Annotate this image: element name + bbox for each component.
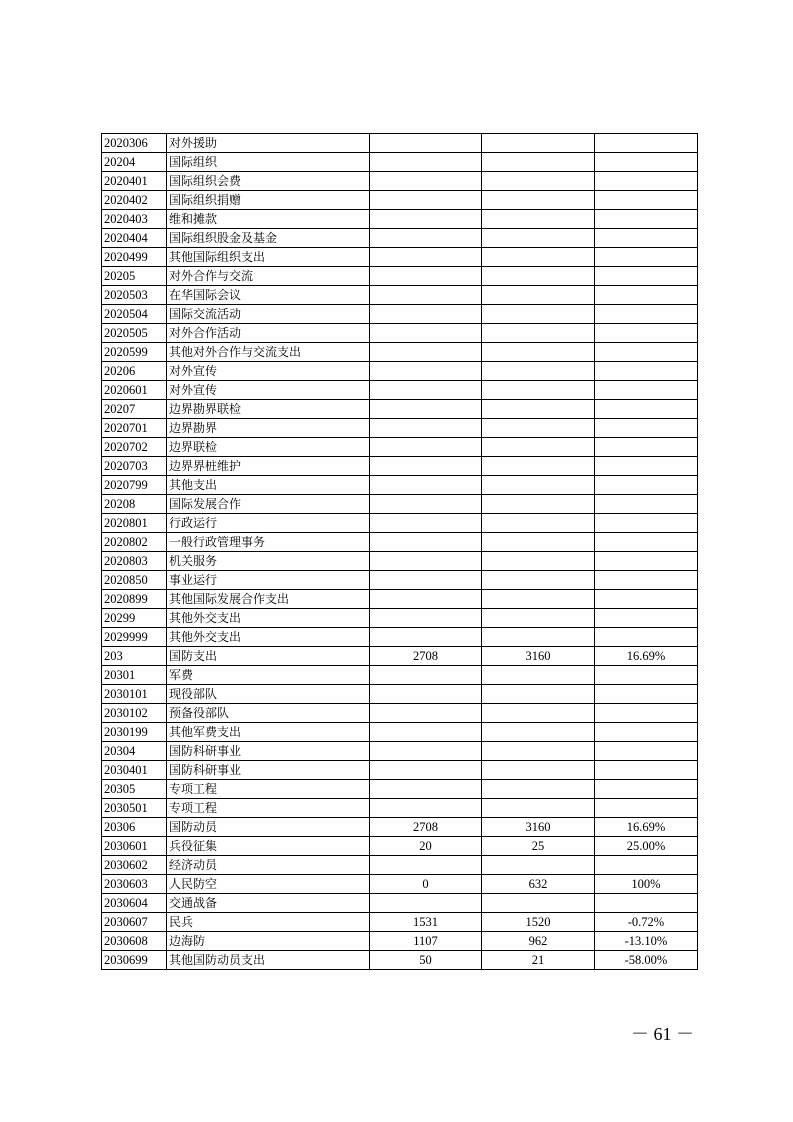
percent-cell — [595, 324, 698, 343]
value-2708-col-cell — [370, 514, 482, 533]
percent-cell — [595, 229, 698, 248]
value-col2-cell — [482, 191, 595, 210]
name-cell: 其他外交支出 — [167, 609, 370, 628]
value-col2-cell — [482, 476, 595, 495]
value-col2-cell: 962 — [482, 932, 595, 951]
name-cell: 国际交流活动 — [167, 305, 370, 324]
table-row — [102, 457, 698, 476]
percent-cell: 16.69% — [595, 818, 698, 837]
code-cell: 2020701 — [102, 419, 167, 438]
percent-cell — [595, 571, 698, 590]
code-cell: 20204 — [102, 153, 167, 172]
name-cell: 行政运行 — [167, 514, 370, 533]
table-row — [102, 533, 698, 552]
value-2708-col-cell — [370, 666, 482, 685]
value-2708-col-cell — [370, 590, 482, 609]
percent-cell — [595, 305, 698, 324]
code-cell: 2020601 — [102, 381, 167, 400]
code-cell: 2020306 — [102, 134, 167, 153]
code-cell: 20208 — [102, 495, 167, 514]
value-2708-col-cell — [370, 742, 482, 761]
percent-cell — [595, 191, 698, 210]
name-cell: 专项工程 — [167, 799, 370, 818]
name-cell: 对外宣传 — [167, 381, 370, 400]
value-2708-col-cell — [370, 229, 482, 248]
value-2708-col-cell — [370, 362, 482, 381]
value-2708-col-cell — [370, 780, 482, 799]
code-cell: 2030102 — [102, 704, 167, 723]
value-col2-cell — [482, 419, 595, 438]
name-cell: 兵役征集 — [167, 837, 370, 856]
value-2708-col-cell — [370, 894, 482, 913]
value-2708-col-cell — [370, 153, 482, 172]
value-col2-cell — [482, 628, 595, 647]
value-2708-col-cell — [370, 609, 482, 628]
code-cell: 20207 — [102, 400, 167, 419]
code-cell: 2020402 — [102, 191, 167, 210]
name-cell: 国防支出 — [167, 647, 370, 666]
name-cell: 军费 — [167, 666, 370, 685]
table-row — [102, 951, 698, 970]
value-2708-col-cell — [370, 400, 482, 419]
name-cell: 其他国际组织支出 — [167, 248, 370, 267]
code-cell: 2030101 — [102, 685, 167, 704]
value-col2-cell — [482, 552, 595, 571]
value-col2-cell — [482, 381, 595, 400]
code-cell: 2030604 — [102, 894, 167, 913]
percent-cell — [595, 267, 698, 286]
name-cell: 对外合作活动 — [167, 324, 370, 343]
name-cell: 其他军费支出 — [167, 723, 370, 742]
name-cell: 边界界桩维护 — [167, 457, 370, 476]
name-cell: 国际发展合作 — [167, 495, 370, 514]
percent-cell — [595, 894, 698, 913]
percent-cell — [595, 685, 698, 704]
value-2708-col-cell: 2708 — [370, 647, 482, 666]
value-col2-cell: 3160 — [482, 647, 595, 666]
value-col2-cell — [482, 609, 595, 628]
value-2708-col-cell — [370, 172, 482, 191]
table-row — [102, 172, 698, 191]
value-col2-cell — [482, 742, 595, 761]
value-2708-col-cell: 50 — [370, 951, 482, 970]
name-cell: 预备役部队 — [167, 704, 370, 723]
value-col2-cell — [482, 514, 595, 533]
code-cell: 2030401 — [102, 761, 167, 780]
table-row — [102, 400, 698, 419]
name-cell: 其他外交支出 — [167, 628, 370, 647]
table-row — [102, 780, 698, 799]
table-row — [102, 362, 698, 381]
percent-cell: -13.10% — [595, 932, 698, 951]
percent-cell: -0.72% — [595, 913, 698, 932]
percent-cell — [595, 172, 698, 191]
value-col2-cell — [482, 153, 595, 172]
table-row — [102, 305, 698, 324]
code-cell: 2030699 — [102, 951, 167, 970]
percent-cell — [595, 210, 698, 229]
name-cell: 边界勘界 — [167, 419, 370, 438]
percent-cell — [595, 476, 698, 495]
value-2708-col-cell — [370, 495, 482, 514]
table-row — [102, 685, 698, 704]
value-col2-cell — [482, 324, 595, 343]
code-cell: 2030602 — [102, 856, 167, 875]
value-2708-col-cell — [370, 476, 482, 495]
percent-cell — [595, 134, 698, 153]
value-col2-cell — [482, 685, 595, 704]
code-cell: 20304 — [102, 742, 167, 761]
value-2708-col-cell: 2708 — [370, 818, 482, 837]
value-col2-cell — [482, 229, 595, 248]
percent-cell: -58.00% — [595, 951, 698, 970]
table-row — [102, 229, 698, 248]
table-row — [102, 286, 698, 305]
code-cell: 2030607 — [102, 913, 167, 932]
code-cell: 2030501 — [102, 799, 167, 818]
table-row — [102, 837, 698, 856]
value-2708-col-cell — [370, 305, 482, 324]
percent-cell — [595, 286, 698, 305]
code-cell: 2020404 — [102, 229, 167, 248]
value-2708-col-cell — [370, 438, 482, 457]
value-2708-col-cell — [370, 134, 482, 153]
value-col2-cell: 25 — [482, 837, 595, 856]
value-2708-col-cell — [370, 571, 482, 590]
table-row — [102, 153, 698, 172]
name-cell: 现役部队 — [167, 685, 370, 704]
code-cell: 2020803 — [102, 552, 167, 571]
value-col2-cell — [482, 533, 595, 552]
percent-cell — [595, 628, 698, 647]
value-col2-cell — [482, 780, 595, 799]
value-col2-cell — [482, 305, 595, 324]
code-cell: 20301 — [102, 666, 167, 685]
name-cell: 边界勘界联检 — [167, 400, 370, 419]
code-cell: 2020802 — [102, 533, 167, 552]
value-col2-cell — [482, 761, 595, 780]
value-col2-cell — [482, 704, 595, 723]
value-col2-cell — [482, 267, 595, 286]
value-col2-cell — [482, 210, 595, 229]
percent-cell — [595, 704, 698, 723]
code-cell: 20205 — [102, 267, 167, 286]
value-2708-col-cell — [370, 552, 482, 571]
code-cell: 20306 — [102, 818, 167, 837]
table-row — [102, 438, 698, 457]
value-2708-col-cell — [370, 286, 482, 305]
name-cell: 机关服务 — [167, 552, 370, 571]
code-cell: 2030608 — [102, 932, 167, 951]
page-number: － 61 － — [631, 1024, 694, 1044]
name-cell: 专项工程 — [167, 780, 370, 799]
percent-cell — [595, 248, 698, 267]
code-cell: 2020499 — [102, 248, 167, 267]
percent-cell — [595, 723, 698, 742]
value-2708-col-cell: 1531 — [370, 913, 482, 932]
value-2708-col-cell — [370, 533, 482, 552]
code-cell: 2020703 — [102, 457, 167, 476]
code-cell: 2020503 — [102, 286, 167, 305]
percent-cell — [595, 438, 698, 457]
code-cell: 2020504 — [102, 305, 167, 324]
code-cell: 2020505 — [102, 324, 167, 343]
value-2708-col-cell — [370, 419, 482, 438]
code-cell: 2020403 — [102, 210, 167, 229]
value-2708-col-cell — [370, 628, 482, 647]
value-col2-cell — [482, 457, 595, 476]
table-row — [102, 609, 698, 628]
table-row — [102, 324, 698, 343]
percent-cell: 16.69% — [595, 647, 698, 666]
value-2708-col-cell — [370, 799, 482, 818]
table-row — [102, 628, 698, 647]
value-2708-col-cell: 1107 — [370, 932, 482, 951]
table-row — [102, 742, 698, 761]
name-cell: 经济动员 — [167, 856, 370, 875]
code-cell: 2020899 — [102, 590, 167, 609]
name-cell: 民兵 — [167, 913, 370, 932]
value-col2-cell: 1520 — [482, 913, 595, 932]
table-row — [102, 723, 698, 742]
value-2708-col-cell — [370, 723, 482, 742]
value-col2-cell — [482, 438, 595, 457]
percent-cell — [595, 381, 698, 400]
table-row — [102, 571, 698, 590]
table-row — [102, 134, 698, 153]
code-cell: 2020702 — [102, 438, 167, 457]
name-cell: 其他国际发展合作支出 — [167, 590, 370, 609]
name-cell: 国际组织 — [167, 153, 370, 172]
value-2708-col-cell — [370, 267, 482, 286]
percent-cell — [595, 761, 698, 780]
name-cell: 国防科研事业 — [167, 761, 370, 780]
value-col2-cell — [482, 362, 595, 381]
table-row — [102, 647, 698, 666]
value-col2-cell — [482, 286, 595, 305]
name-cell: 其他对外合作与交流支出 — [167, 343, 370, 362]
percent-cell — [595, 400, 698, 419]
code-cell: 2020599 — [102, 343, 167, 362]
table-row — [102, 761, 698, 780]
code-cell: 2020799 — [102, 476, 167, 495]
name-cell: 国际组织股金及基金 — [167, 229, 370, 248]
code-cell: 2020850 — [102, 571, 167, 590]
value-col2-cell — [482, 799, 595, 818]
code-cell: 20299 — [102, 609, 167, 628]
percent-cell — [595, 666, 698, 685]
table-row — [102, 248, 698, 267]
table-row — [102, 590, 698, 609]
percent-cell — [595, 799, 698, 818]
table-row — [102, 894, 698, 913]
value-col2-cell — [482, 666, 595, 685]
name-cell: 人民防空 — [167, 875, 370, 894]
percent-cell: 25.00% — [595, 837, 698, 856]
percent-cell — [595, 362, 698, 381]
table-row — [102, 419, 698, 438]
value-col2-cell — [482, 134, 595, 153]
value-col2-cell — [482, 343, 595, 362]
table-row — [102, 932, 698, 951]
value-2708-col-cell — [370, 210, 482, 229]
budget-table — [101, 133, 698, 970]
percent-cell — [595, 780, 698, 799]
value-col2-cell: 21 — [482, 951, 595, 970]
table-row — [102, 799, 698, 818]
code-cell: 2030199 — [102, 723, 167, 742]
value-2708-col-cell — [370, 191, 482, 210]
name-cell: 边海防 — [167, 932, 370, 951]
value-col2-cell — [482, 856, 595, 875]
value-2708-col-cell — [370, 457, 482, 476]
table-row — [102, 552, 698, 571]
name-cell: 国防动员 — [167, 818, 370, 837]
value-col2-cell — [482, 590, 595, 609]
name-cell: 边界联检 — [167, 438, 370, 457]
percent-cell — [595, 457, 698, 476]
table-row — [102, 210, 698, 229]
name-cell: 一般行政管理事务 — [167, 533, 370, 552]
table-row — [102, 818, 698, 837]
name-cell: 国际组织会费 — [167, 172, 370, 191]
table-row — [102, 191, 698, 210]
table-body — [102, 134, 698, 970]
percent-cell — [595, 552, 698, 571]
percent-cell — [595, 153, 698, 172]
value-col2-cell — [482, 400, 595, 419]
code-cell: 2030603 — [102, 875, 167, 894]
name-cell: 对外援助 — [167, 134, 370, 153]
percent-cell — [595, 609, 698, 628]
name-cell: 维和摊款 — [167, 210, 370, 229]
table-row — [102, 476, 698, 495]
table-row — [102, 343, 698, 362]
value-col2-cell: 3160 — [482, 818, 595, 837]
value-2708-col-cell — [370, 685, 482, 704]
value-col2-cell — [482, 894, 595, 913]
name-cell: 国防科研事业 — [167, 742, 370, 761]
name-cell: 其他支出 — [167, 476, 370, 495]
percent-cell: 100% — [595, 875, 698, 894]
table-row — [102, 875, 698, 894]
name-cell: 交通战备 — [167, 894, 370, 913]
table-row — [102, 495, 698, 514]
value-2708-col-cell — [370, 324, 482, 343]
value-col2-cell — [482, 571, 595, 590]
table-row — [102, 704, 698, 723]
value-2708-col-cell — [370, 704, 482, 723]
value-2708-col-cell — [370, 856, 482, 875]
code-cell: 20305 — [102, 780, 167, 799]
value-2708-col-cell — [370, 343, 482, 362]
name-cell: 对外宣传 — [167, 362, 370, 381]
code-cell: 2020401 — [102, 172, 167, 191]
percent-cell — [595, 343, 698, 362]
value-2708-col-cell: 20 — [370, 837, 482, 856]
table-row — [102, 666, 698, 685]
code-cell: 20206 — [102, 362, 167, 381]
name-cell: 其他国防动员支出 — [167, 951, 370, 970]
code-cell: 2029999 — [102, 628, 167, 647]
name-cell: 对外合作与交流 — [167, 267, 370, 286]
table-row — [102, 267, 698, 286]
value-col2-cell — [482, 495, 595, 514]
code-cell: 203 — [102, 647, 167, 666]
table-row — [102, 913, 698, 932]
table-row — [102, 856, 698, 875]
value-col2-cell: 632 — [482, 875, 595, 894]
percent-cell — [595, 533, 698, 552]
value-2708-col-cell — [370, 761, 482, 780]
name-cell: 国际组织捐赠 — [167, 191, 370, 210]
value-2708-col-cell: 0 — [370, 875, 482, 894]
value-col2-cell — [482, 248, 595, 267]
value-col2-cell — [482, 723, 595, 742]
value-2708-col-cell — [370, 381, 482, 400]
value-col2-cell — [482, 172, 595, 191]
name-cell: 在华国际会议 — [167, 286, 370, 305]
percent-cell — [595, 590, 698, 609]
table-row — [102, 514, 698, 533]
table-row — [102, 381, 698, 400]
code-cell: 2020801 — [102, 514, 167, 533]
percent-cell — [595, 514, 698, 533]
percent-cell — [595, 742, 698, 761]
percent-cell — [595, 495, 698, 514]
value-2708-col-cell — [370, 248, 482, 267]
code-cell: 2030601 — [102, 837, 167, 856]
name-cell: 事业运行 — [167, 571, 370, 590]
percent-cell — [595, 419, 698, 438]
percent-cell — [595, 856, 698, 875]
